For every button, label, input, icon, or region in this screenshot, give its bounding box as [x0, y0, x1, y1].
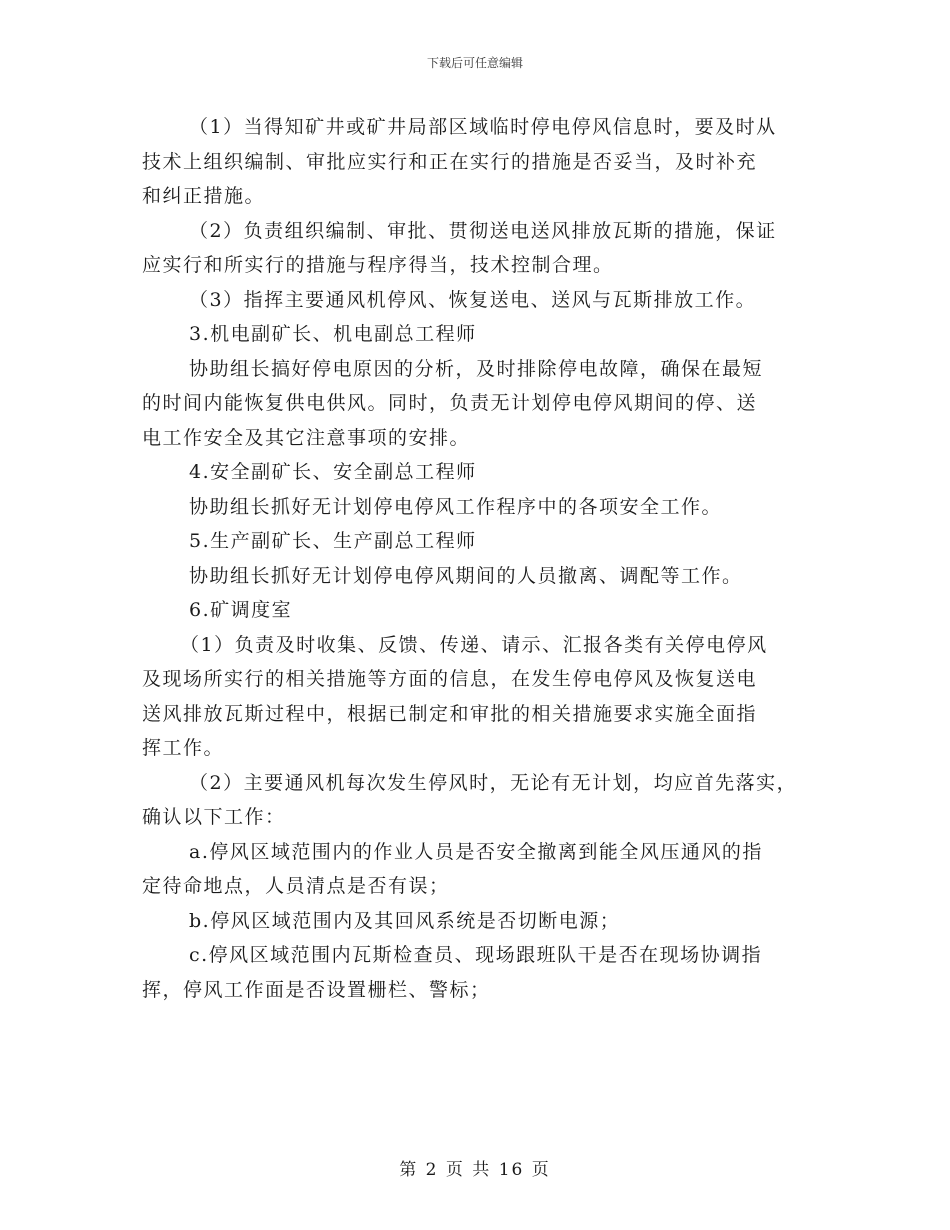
text-line: 确认以下工作： — [142, 806, 286, 828]
text-line: 技术上组织编制、审批应实行和正在实行的措施是否妥当，及时补充 — [142, 150, 758, 173]
section-heading: 4.安全副矿长、安全副总工程师 — [189, 461, 477, 483]
document-body — [142, 110, 822, 1007]
text-line: 协助组长抓好无计划停电停风期间的人员撤离、调配等工作。 — [189, 564, 743, 587]
page-footer: 第 2 页 共 16 页 — [399, 1160, 551, 1180]
text-line: （2）主要通风机每次发生停风时，无论有无计划，均应首先落实， — [189, 771, 798, 794]
section-heading: 3.机电副矿长、机电副总工程师 — [189, 323, 477, 345]
section-heading: 6.矿调度室 — [189, 599, 293, 621]
text-line: 和纠正措施。 — [142, 185, 266, 207]
text-line: 定待命地点，人员清点是否有误； — [142, 875, 450, 897]
text-line: 挥，停风工作面是否设置栅栏、警标； — [142, 978, 491, 1001]
text-line: 及现场所实行的相关措施等方面的信息，在发生停电停风及恢复送电 — [142, 668, 758, 690]
text-line: 协助组长抓好无计划停电停风工作程序中的各项安全工作。 — [189, 495, 723, 518]
text-line: （2）负责组织编制、审批、贯彻送电送风排放瓦斯的措施，保证 — [189, 219, 777, 242]
text-line: c.停风区域范围内瓦斯检查员、现场跟班队干是否在现场协调指 — [189, 944, 763, 966]
text-line: 送风排放瓦斯过程中，根据已制定和审批的相关措施要求实施全面指 — [142, 702, 758, 725]
section-heading: 5.生产副矿长、生产副总工程师 — [189, 530, 477, 552]
text-line: 电工作安全及其它注意事项的安排。 — [142, 426, 471, 449]
text-line: （1）负责及时收集、反馈、传递、请示、汇报各类有关停电停风 — [180, 633, 768, 656]
text-line: a.停风区域范围内的作业人员是否安全撤离到能全风压通风的指 — [189, 840, 763, 863]
text-line: （3）指挥主要通风机停风、恢复送电、送风与瓦斯排放工作。 — [189, 288, 757, 311]
text-line: 协助组长搞好停电原因的分析，及时排除停电故障，确保在最短 — [189, 357, 764, 380]
text-line: 挥工作。 — [142, 737, 225, 759]
text-line: 应实行和所实行的措施与程序得当，技术控制合理。 — [142, 254, 614, 276]
page-header: 下载后可任意编辑 — [426, 56, 523, 70]
text-line: 的时间内能恢复供电供风。同时，负责无计划停电停风期间的停、送 — [142, 392, 758, 414]
text-line: b.停风区域范围内及其回风系统是否切断电源； — [189, 909, 621, 932]
text-line: （1）当得知矿井或矿井局部区域临时停电停风信息时，要及时从 — [189, 116, 777, 138]
